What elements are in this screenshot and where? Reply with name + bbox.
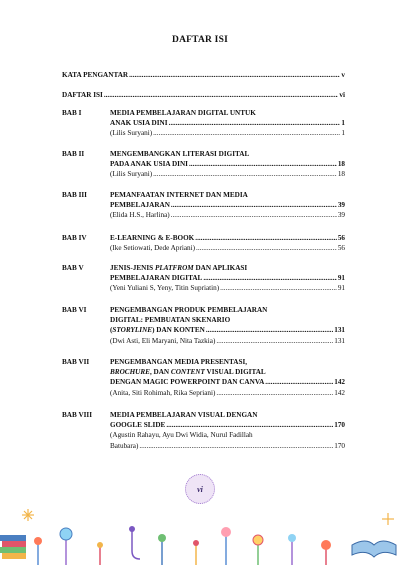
chapter-number: BAB IV	[62, 234, 87, 242]
chapter-title-line	[110, 273, 345, 283]
chapter-authors-line	[110, 336, 345, 346]
chapter-authors-line	[110, 128, 345, 138]
chapter-title-text: DENGAN MAGIC POWERPOINT DAN CANVA	[110, 378, 265, 387]
chapter-title-line: PENGEMBANGAN PRODUK PEMBELAJARAN	[110, 306, 268, 314]
dot-leader	[153, 169, 337, 179]
chapter-title-line	[110, 325, 345, 335]
pin-icon	[321, 540, 331, 565]
pin-icon	[34, 537, 42, 565]
chapter-number: BAB III	[62, 191, 87, 199]
toc-chapter-entry[interactable]	[62, 149, 345, 180]
chapter-authors-text: (Dwi Asti, Eli Maryani, Nita Tazkia)	[110, 336, 216, 345]
chapter-title-line: MEDIA PEMBELAJARAN DIGITAL UNTUK	[110, 109, 256, 117]
pin-icon	[129, 526, 140, 559]
chapter-authors-line	[110, 169, 345, 179]
open-book-icon	[352, 541, 396, 557]
authors-page-number: 142	[334, 388, 345, 397]
authors-page-number: 131	[334, 336, 345, 345]
chapter-title-line	[110, 420, 345, 430]
chapter-authors-line	[110, 283, 345, 293]
authors-page-number: 56	[337, 244, 345, 253]
chapter-title-line	[110, 118, 345, 128]
chapter-title-line	[110, 377, 345, 387]
pin-icon	[97, 542, 103, 565]
toc-chapter-entry[interactable]	[62, 305, 345, 346]
toc-chapter-entry[interactable]	[62, 263, 345, 294]
page-number-badge	[185, 474, 215, 504]
chapter-page-number: 91	[337, 274, 345, 283]
dot-leader	[171, 210, 337, 220]
dot-leader	[196, 243, 337, 253]
chapter-title-line	[110, 200, 345, 210]
toc-entry-label: DAFTAR ISI	[62, 91, 103, 99]
chapter-page-number: 131	[334, 326, 345, 335]
chapter-page-number: 170	[334, 421, 345, 430]
chapter-authors-text: (Anita, Siti Rohimah, Rika Sepriani)	[110, 388, 216, 397]
chapter-title-text: PEMBELAJARAN	[110, 201, 170, 210]
chapter-title-line: PEMANFAATAN INTERNET DAN MEDIA	[110, 191, 248, 199]
dot-leader	[195, 233, 337, 243]
dot-leader	[216, 388, 333, 398]
pin-icon	[193, 540, 199, 565]
dot-leader	[169, 118, 341, 128]
chapter-authors-line	[110, 441, 345, 451]
toc-entry-label: KATA PENGANTAR	[62, 71, 129, 79]
dot-leader	[166, 420, 333, 430]
toc-chapter-entry[interactable]	[62, 410, 345, 451]
toc-chapter-entry[interactable]	[62, 190, 345, 221]
authors-page-number: 18	[337, 170, 345, 179]
chapter-number: BAB II	[62, 150, 85, 158]
chapter-authors-text: (Lilis Suryani)	[110, 129, 153, 138]
chapter-page-number: 56	[337, 234, 345, 242]
chapter-authors-text: (Elida H.S., Harlina)	[110, 211, 170, 220]
toc-chapter-entry[interactable]	[62, 108, 345, 139]
toc-entry-page: v	[341, 71, 345, 79]
chapter-number: BAB V	[62, 264, 84, 272]
authors-page-number: 170	[334, 441, 345, 450]
dot-leader	[129, 71, 340, 79]
chapter-title-line: MEDIA PEMBELAJARAN VISUAL DENGAN	[110, 411, 258, 419]
toc-entry-page: vi	[339, 91, 345, 99]
dot-leader	[189, 159, 337, 169]
chapter-title-text: ANAK USIA DINI	[110, 119, 168, 128]
toc-chapter-entry[interactable]	[62, 357, 345, 398]
page-title: DAFTAR ISI	[172, 35, 228, 45]
chapter-number: BAB VII	[62, 358, 90, 366]
chapter-title-line	[110, 159, 345, 169]
toc-entry-kata-pengantar[interactable]	[62, 71, 345, 79]
books-stack-icon	[0, 535, 26, 559]
page-number: vi	[197, 484, 203, 494]
chapter-number: BAB I	[62, 109, 82, 117]
dot-leader	[139, 441, 333, 451]
chapter-title-line: BROCHURE, DAN CONTENT VISUAL DIGITAL	[110, 368, 266, 377]
dot-leader	[171, 200, 337, 210]
chapter-title-text: (STORYLINE) DAN KONTEN	[110, 326, 205, 335]
chapter-page-number: 1	[341, 119, 345, 128]
chapter-page-number: 39	[337, 201, 345, 210]
pin-icon	[221, 527, 231, 565]
chapter-title-text: PEMBELAJARAN DIGITAL	[110, 274, 203, 283]
footer-decoration	[0, 505, 400, 572]
authors-page-number: 1	[341, 129, 345, 138]
dot-leader	[104, 91, 339, 99]
sparkle-icon	[22, 509, 34, 521]
chapter-authors-line: (Agustin Rahayu, Ayu Dwi Widia, Nurul Fadillah	[110, 431, 253, 440]
sparkle-icon	[382, 513, 394, 525]
chapter-title-line	[110, 233, 345, 243]
toc-chapter-entry[interactable]	[62, 233, 345, 253]
pin-icon	[253, 535, 263, 565]
chapter-title-line: JENIS-JENIS PLATFROM DAN APLIKASI	[110, 264, 248, 272]
chapter-title-text: E-LEARNING & E-BOOK	[110, 234, 195, 242]
chapter-page-number: 142	[334, 378, 345, 387]
dot-leader	[206, 325, 333, 335]
chapter-title-text: GOOGLE SLIDE	[110, 421, 166, 430]
chapter-authors-line	[110, 388, 345, 398]
dot-leader	[153, 128, 340, 138]
chapter-authors-text: (Lilis Suryani)	[110, 170, 153, 179]
pin-icon	[158, 534, 166, 565]
pin-icon	[60, 528, 72, 565]
dot-leader	[216, 336, 333, 346]
authors-page-number: 39	[337, 211, 345, 220]
chapter-page-number: 18	[337, 160, 345, 169]
chapter-authors-text: Batubara)	[110, 441, 139, 450]
dot-leader	[220, 283, 337, 293]
chapter-authors-text: (Ike Setiowati, Dede Apriani)	[110, 244, 196, 253]
dot-leader	[265, 377, 333, 387]
chapter-authors-line	[110, 210, 345, 220]
chapter-title-line: DIGITAL: PEMBUATAN SKENARIO	[110, 316, 231, 325]
toc-entry-daftar-isi[interactable]	[62, 91, 345, 99]
dot-leader	[203, 273, 336, 283]
chapter-title-text: PADA ANAK USIA DINI	[110, 160, 188, 169]
chapter-number: BAB VI	[62, 306, 87, 314]
chapter-title-line: MENGEMBANGKAN LITERASI DIGITAL	[110, 150, 250, 158]
chapter-authors-line	[110, 243, 345, 253]
chapter-title-line: PENGEMBANGAN MEDIA PRESENTASI,	[110, 358, 248, 366]
chapter-authors-text: (Yeni Yuliani S, Yeny, Titin Supriatin)	[110, 284, 220, 293]
authors-page-number: 91	[337, 284, 345, 293]
chapter-number: BAB VIII	[62, 411, 93, 419]
pin-icon	[288, 534, 296, 565]
